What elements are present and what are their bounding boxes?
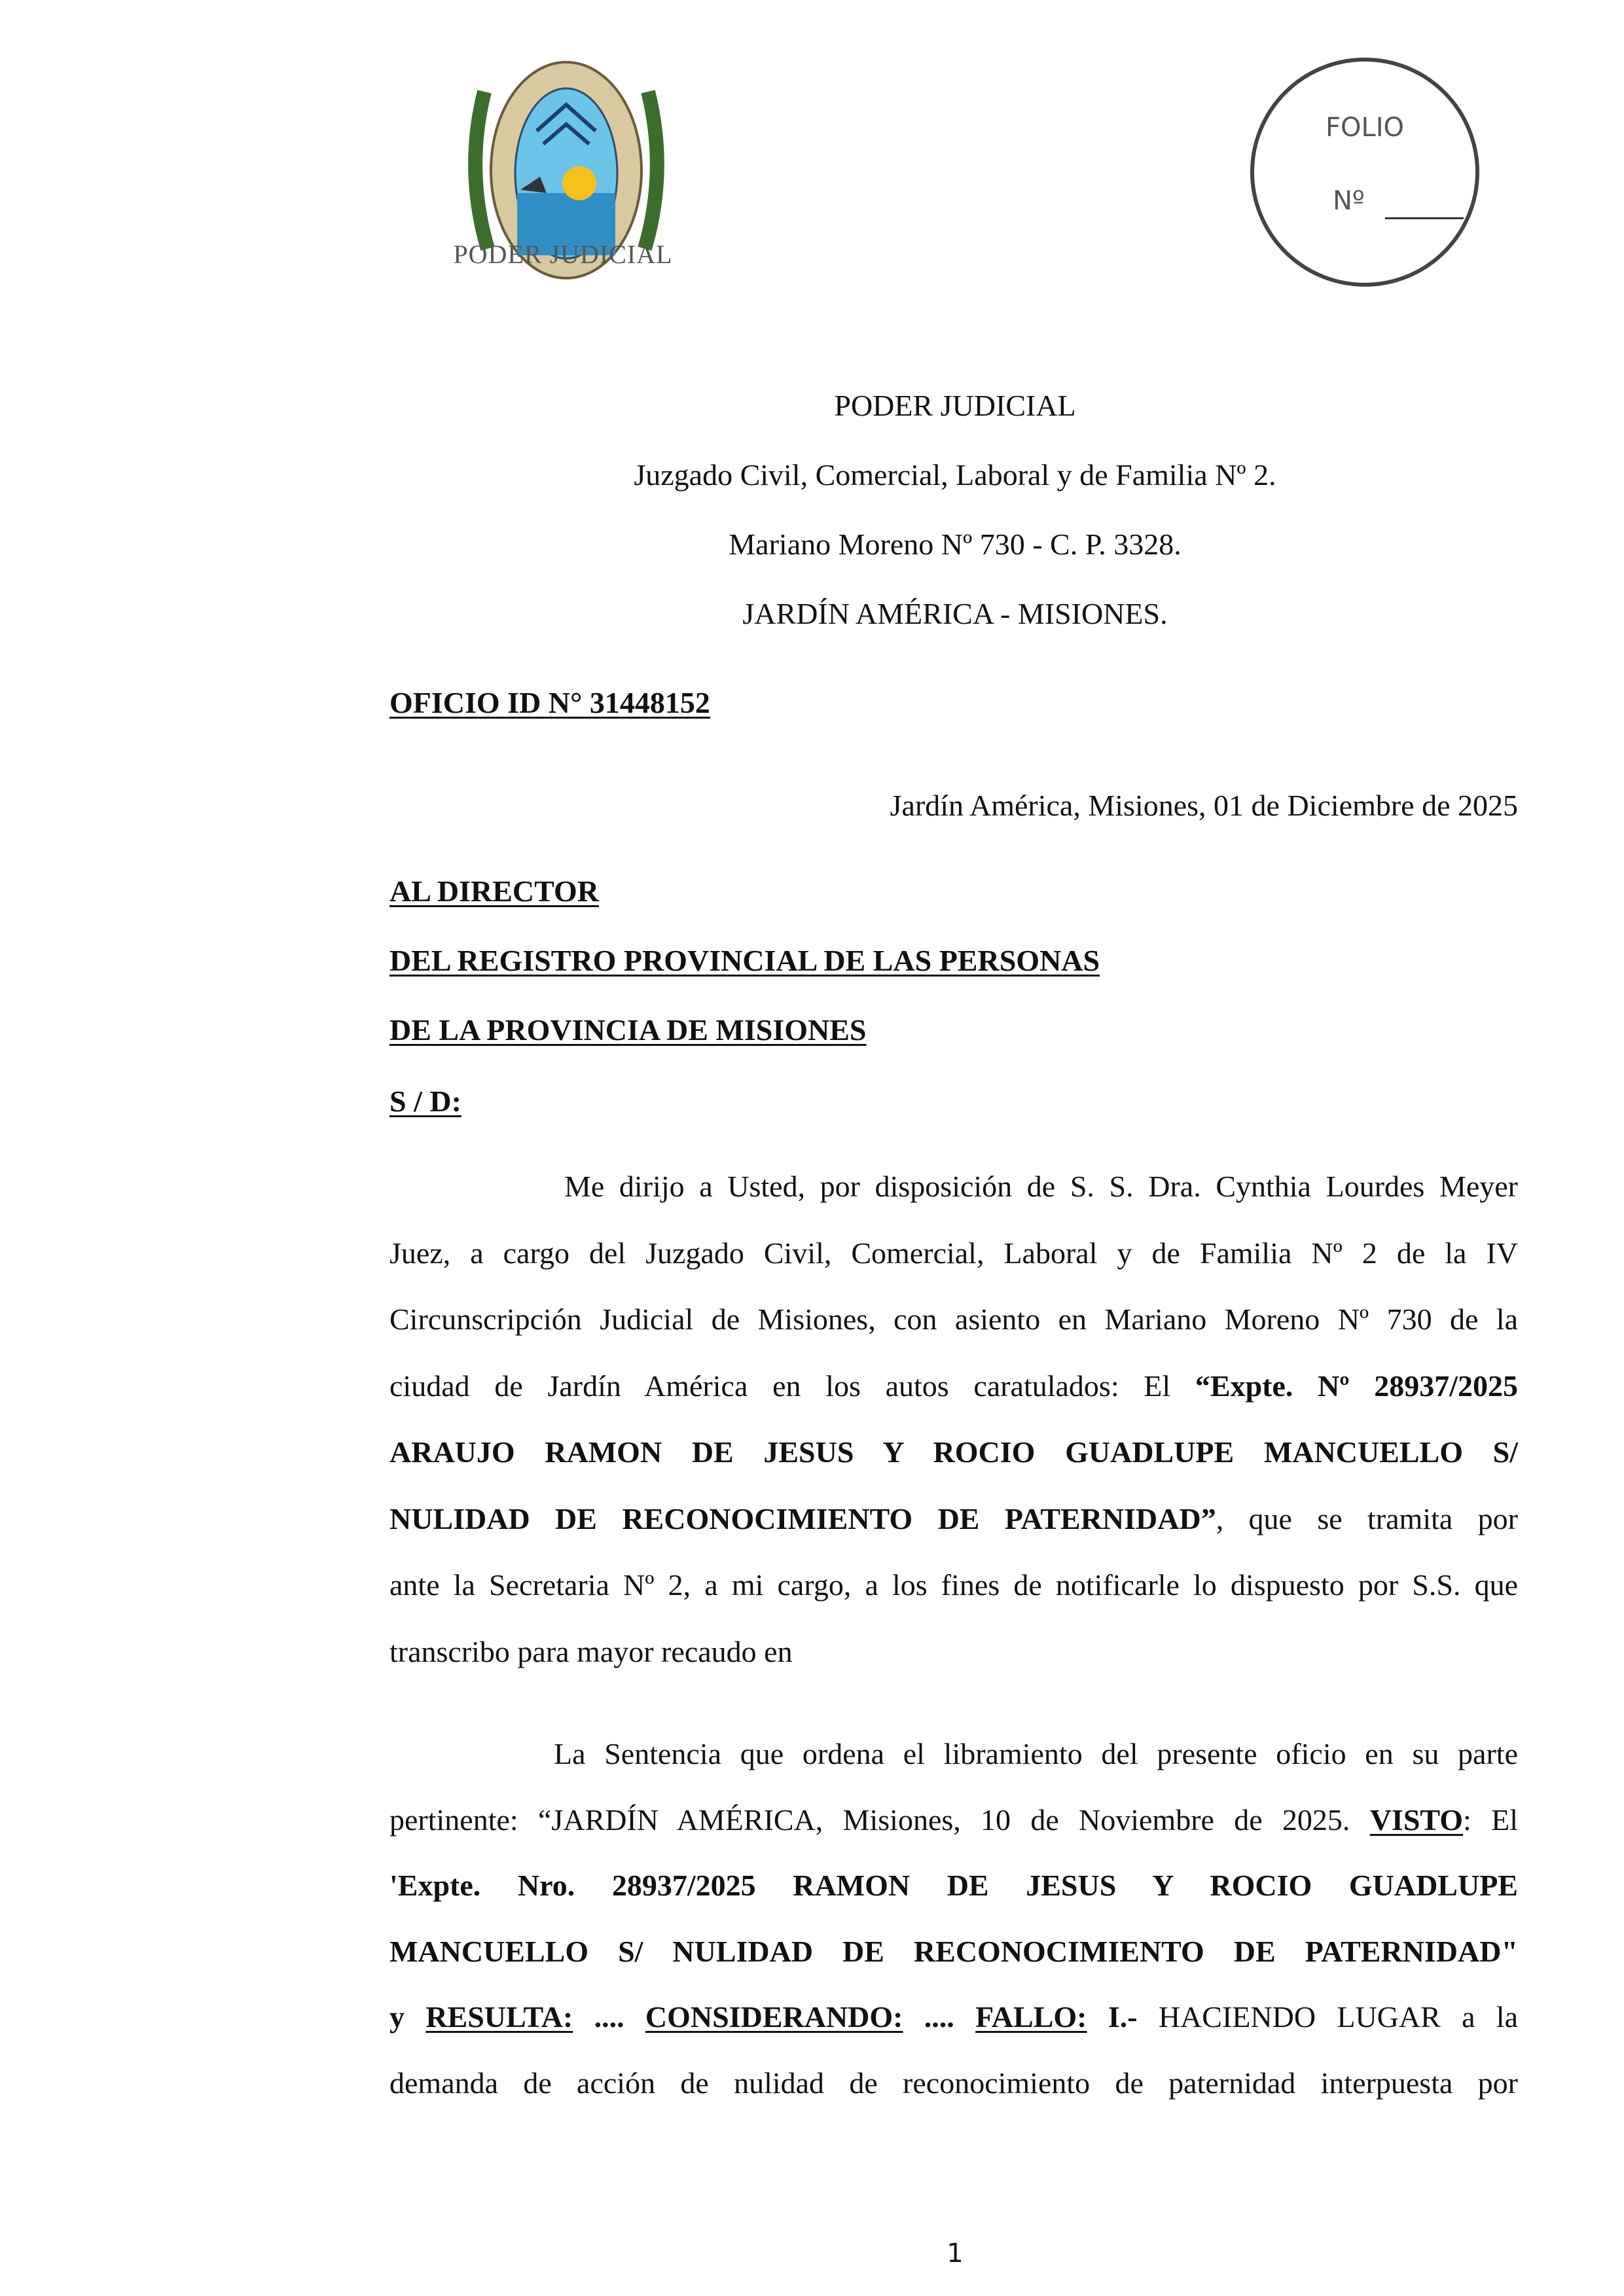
paragraph-line	[389, 1365, 1518, 1407]
header-line-1: PODER JUDICIAL	[834, 389, 1076, 422]
paragraph-line	[389, 2062, 1518, 2104]
bold-text: ....	[903, 2000, 976, 2034]
paragraph-line	[389, 1931, 1518, 1973]
header-line-2: Juzgado Civil, Comercial, Laboral y de Familia Nº 2.	[634, 458, 1276, 492]
text-segment: Juez, a cargo del Juzgado Civil, Comercial, Laboral y de Familia Nº 2 de la IV	[389, 1236, 1518, 1270]
header-line-3: Mariano Moreno Nº 730 - C. P. 3328.	[729, 528, 1182, 561]
text-segment: : El	[1463, 1803, 1518, 1837]
text-segment: , que se tramita por	[1216, 1501, 1518, 1535]
folio-number-label: Nº	[1333, 186, 1365, 216]
text-segment: ciudad de Jardín América en los autos caratulados: El	[389, 1369, 1195, 1403]
folio-number-blank	[1385, 217, 1464, 219]
recipient-line-1: AL DIRECTOR	[389, 874, 599, 908]
recipient-line-4: S / D:	[389, 1085, 461, 1118]
date-line: Jardín América, Misiones, 01 de Diciembre de 2025	[890, 789, 1518, 822]
text-segment: ante la Secretaria Nº 2, a mi cargo, a los fines de notificarle lo dispuesto por S.S. que	[389, 1568, 1518, 1602]
paragraph-line	[389, 1498, 1518, 1540]
paragraph-line	[389, 1865, 1518, 1907]
folio-stamp	[1250, 58, 1479, 287]
bold-text: ....	[573, 2000, 645, 2034]
bold-text: NULIDAD DE RECONOCIMIENTO DE PATERNIDAD”	[389, 1501, 1216, 1535]
paragraph-line	[389, 1996, 1518, 2038]
page-number: 1	[947, 2238, 964, 2269]
underlined-heading-text: VISTO	[1369, 1803, 1464, 1837]
bold-text: MANCUELLO S/ NULIDAD DE RECONOCIMIENTO DE PATERNIDAD"	[389, 1934, 1518, 1968]
paragraph-line	[389, 1232, 1518, 1274]
folio-label: FOLIO	[1325, 113, 1405, 143]
text-segment: Circunscripción Judicial de Misiones, con asiento en Mariano Moreno Nº 730 de la	[389, 1302, 1518, 1336]
bold-text: 'Expte. Nro. 28937/2025 RAMON DE JESUS Y ROCIO GUADLUPE	[389, 1869, 1518, 1902]
bold-text: y	[389, 2000, 426, 2034]
paragraph-line	[389, 1564, 1518, 1606]
text-segment: pertinente: “JARDÍN AMÉRICA, Misiones, 10 de Noviembre de 2025.	[389, 1803, 1370, 1837]
recipient-line-2: DEL REGISTRO PROVINCIAL DE LAS PERSONAS	[389, 944, 1100, 977]
bold-text: I.-	[1087, 2000, 1138, 2034]
oficio-id: OFICIO ID N° 31448152	[389, 686, 710, 719]
underlined-heading-text: CONSIDERANDO:	[645, 2000, 903, 2034]
paragraph-line	[564, 1166, 1518, 1208]
paragraph-line	[389, 1631, 1518, 1673]
paragraph-line	[389, 1799, 1518, 1841]
text-segment: demanda de acción de nulidad de reconocimiento de paternidad interpuesta por	[389, 2066, 1518, 2100]
bold-text: ARAUJO RAMON DE JESUS Y ROCIO GUADLUPE MANCUELLO S/	[389, 1435, 1518, 1469]
paragraph-line	[389, 1299, 1518, 1340]
bold-text: “Expte. Nº 28937/2025	[1195, 1369, 1518, 1403]
paragraph-line	[389, 1431, 1518, 1473]
underlined-heading-text: FALLO:	[975, 2000, 1087, 2034]
paragraph-line	[554, 1733, 1518, 1775]
text-segment: La Sentencia que ordena el libramiento del presente oficio en su parte	[554, 1737, 1518, 1770]
text-segment: HACIENDO LUGAR a la	[1137, 2000, 1519, 2034]
header-line-4: JARDÍN AMÉRICA - MISIONES.	[742, 597, 1168, 630]
text-segment: Me dirijo a Usted, por disposición de S. S. Dra. Cynthia Lourdes Meyer	[564, 1170, 1518, 1203]
recipient-line-3: DE LA PROVINCIA DE MISIONES	[389, 1013, 867, 1047]
underlined-heading-text: RESULTA:	[425, 2000, 573, 2034]
text-segment: transcribo para mayor recaudo en	[389, 1634, 793, 1668]
logo-caption: PODER JUDICIAL	[453, 240, 673, 269]
